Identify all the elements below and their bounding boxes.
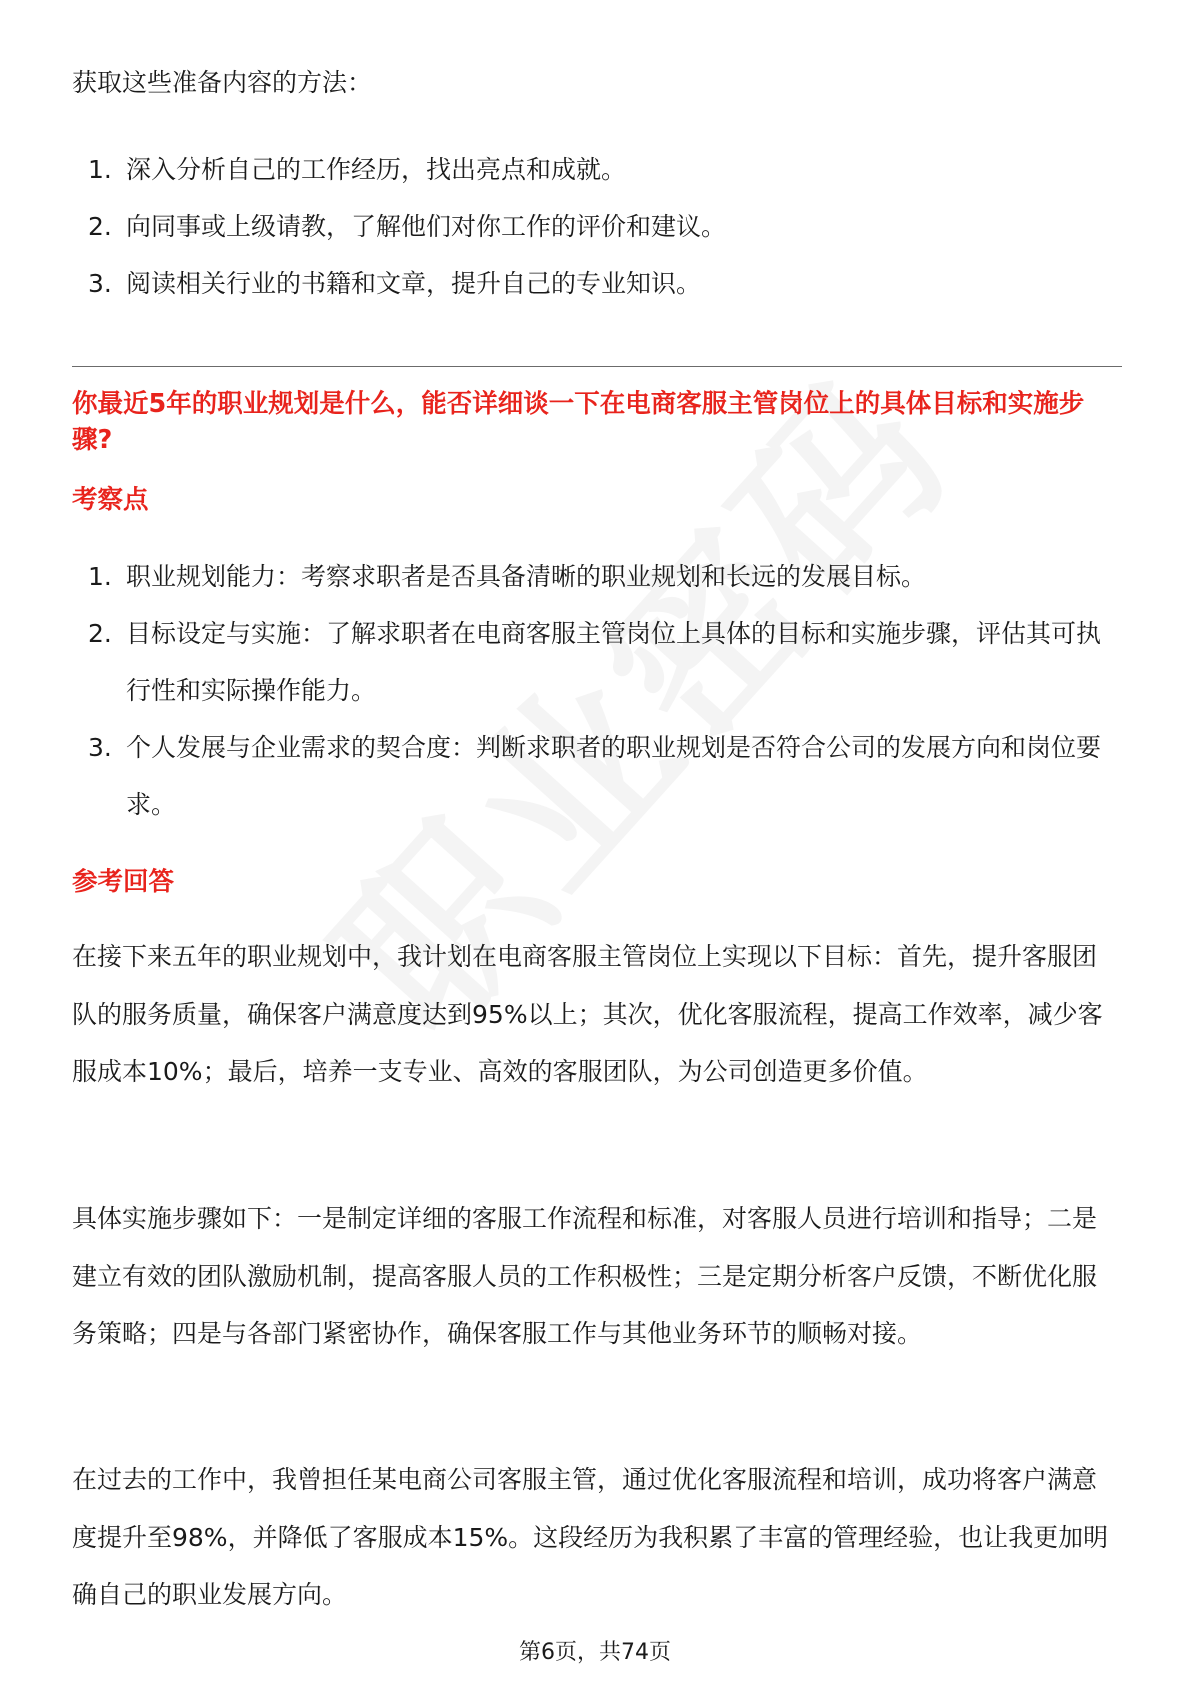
list-item: [72, 141, 726, 198]
answer-paragraph: 在接下来五年的职业规划中，我计划在电商客服主管岗位上实现以下目标：首先，提升客服团队的服务质量，确保客户满意度达到95%以上；其次，优化客服流程，提高工作效率，减少客服成本10%；最后，培养一支专业、高效的客服团队，为公司创造更多价值。: [72, 942, 1103, 1086]
list-number: 1.: [88, 155, 112, 184]
list-text: 目标设定与实施：了解求职者在电商客服主管岗位上具体的目标和实施步骤，评估其可执行性和实际操作能力。: [126, 619, 1102, 705]
list-text: 向同事或上级请教，了解他们对你工作的评价和建议。: [126, 212, 727, 241]
answer-paragraph: 具体实施步骤如下：一是制定详细的客服工作流程和标准，对客服人员进行培训和指导；二是建立有效的团队激励机制，提高客服人员的工作积极性；三是定期分析客户反馈，不断优化服务策略；四是与各部门紧密协作，确保客服工作与其他业务环节的顺畅对接。: [72, 1204, 1098, 1348]
list-number: 1.: [88, 562, 112, 591]
list-item: [72, 255, 726, 312]
methods-list: [72, 141, 726, 312]
methods-intro: 获取这些准备内容的方法：: [72, 68, 373, 97]
list-item: [72, 548, 1122, 605]
list-item: [72, 198, 726, 255]
list-item: [72, 719, 1122, 833]
list-number: 3.: [88, 269, 112, 298]
answer-heading: 参考回答: [72, 867, 175, 897]
question-heading: 你最近5年的职业规划是什么，能否详细谈一下在电商客服主管岗位上的具体目标和实施步骤?: [72, 389, 1085, 455]
list-text: 深入分析自己的工作经历，找出亮点和成就。: [126, 155, 627, 184]
focus-heading: 考察点: [72, 485, 149, 515]
list-text: 职业规划能力：考察求职者是否具备清晰的职业规划和长远的发展目标。: [126, 562, 927, 591]
list-number: 2.: [88, 619, 112, 648]
list-number: 3.: [88, 733, 112, 762]
list-item: [72, 605, 1122, 719]
list-text: 阅读相关行业的书籍和文章，提升自己的专业知识。: [126, 269, 702, 298]
section-divider: [72, 366, 1122, 367]
list-number: 2.: [88, 212, 112, 241]
answer-paragraph: 在过去的工作中，我曾担任某电商公司客服主管，通过优化客服流程和培训，成功将客户满意度提升至98%，并降低了客服成本15%。这段经历为我积累了丰富的管理经验，也让我更加明确自己的职业发展方向。: [72, 1465, 1109, 1609]
page-footer: 第6页，共74页: [519, 1640, 671, 1665]
focus-list: [72, 548, 1122, 833]
list-text: 个人发展与企业需求的契合度：判断求职者的职业规划是否符合公司的发展方向和岗位要求。: [126, 733, 1102, 819]
